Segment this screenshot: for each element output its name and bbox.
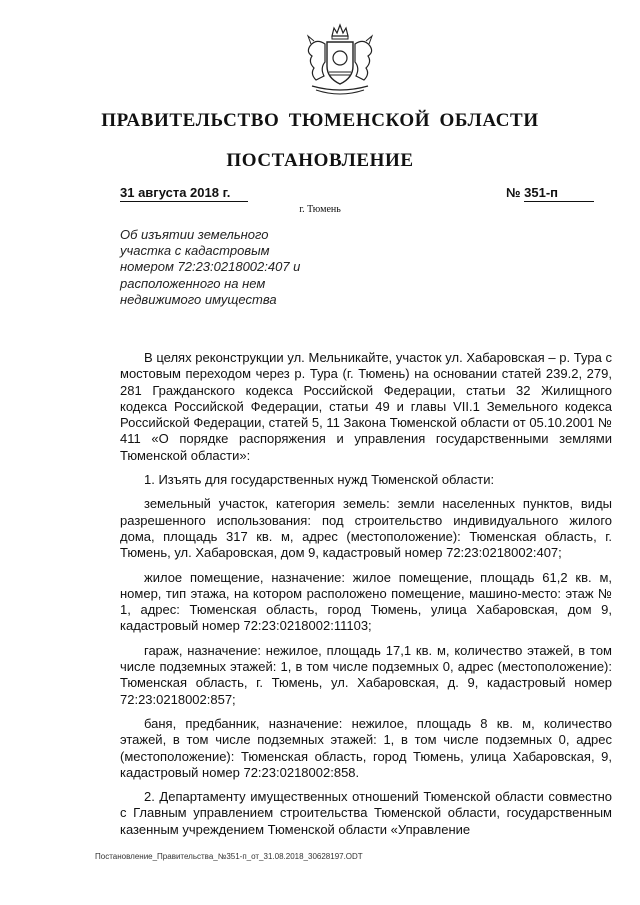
clause-1: 1. Изъять для государственных нужд Тюменской области:	[144, 472, 495, 488]
document-body	[120, 350, 612, 846]
clause-2: 2. Департаменту имущественных отношений Тюменской области совместно с Главным управлением строительства Тюменской области, государственным казенным учреждением Тюменской области «Управление	[120, 789, 612, 837]
number-value: 351-п	[524, 185, 594, 202]
item-garage: гараж, назначение: нежилое, площадь 17,1 кв. м, количество этажей, в том числе подземных этажей: 1, в том числе подземных 0, адрес (местоположение): Тюменская область, г. Тюмень, ул. Хабаровская, д. 9, кадастровый номер 72:23:0218002:857;	[120, 642, 612, 707]
government-title: ПРАВИТЕЛЬСТВО ТЮМЕНСКОЙ ОБЛАСТИ	[101, 110, 539, 131]
document-date: 31 августа 2018 г.	[120, 185, 248, 202]
document-number	[506, 185, 594, 202]
city-label: г. Тюмень	[299, 204, 341, 215]
item-land-plot: земельный участок, категория земель: земли населенных пунктов, виды разрешенного использования: под строительство индивидуального жилого дома, площадь 317 кв. м, адрес (местоположение): Тюменская область, г. Тюмень, ул. Хабаровская, дом 9, кадастровый номер 72:23:0218002:407;	[120, 496, 612, 561]
preamble-paragraph: В целях реконструкции ул. Мельникайте, участок ул. Хабаровская – р. Тура с мостовым переходом через р. Тура (г. Тюмень) на основании статей 239.2, 279, 281 Гражданского кодекса Российской Федерации, статьи 32 Жилищного кодекса Российской Федерации, статьи 49 и главы VII.1 Земельного кодекса Российской Федерации, статей 5, 11 Закона Тюменской области от 05.10.2001 № 411 «О порядке распоряжения и управления государственными землями Тюменской области»:	[120, 350, 612, 463]
coat-of-arms-emblem	[298, 22, 382, 100]
document-type-heading: ПОСТАНОВЛЕНИЕ	[226, 150, 414, 171]
document-subject: Об изъятии земельного участка с кадастровым номером 72:23:0218002:407 и расположенного на нем недвижимого имущества	[120, 227, 301, 307]
file-name-footer: Постановление_Правительства_№351-п_от_31.08.2018_30628197.ODT	[95, 852, 363, 861]
item-bathhouse: баня, предбанник, назначение: нежилое, площадь 8 кв. м, количество этажей, в том числе подземных этажей: 1, в том числе подземных 0, адрес (местоположение): Тюменская область, город Тюмень, улица Хабаровская, 9, кадастровый номер 72:23:0218002:858.	[120, 715, 612, 780]
item-residential-room: жилое помещение, назначение: жилое помещение, площадь 61,2 кв. м, номер, тип этажа, на котором расположено помещение, машино-место: этаж № 1, адрес: Тюменская область, город Тюмень, улица Хабаровская, дом 9, кадастровый номер 72:23:0218002:11103;	[120, 569, 612, 634]
number-sign: №	[506, 185, 521, 200]
